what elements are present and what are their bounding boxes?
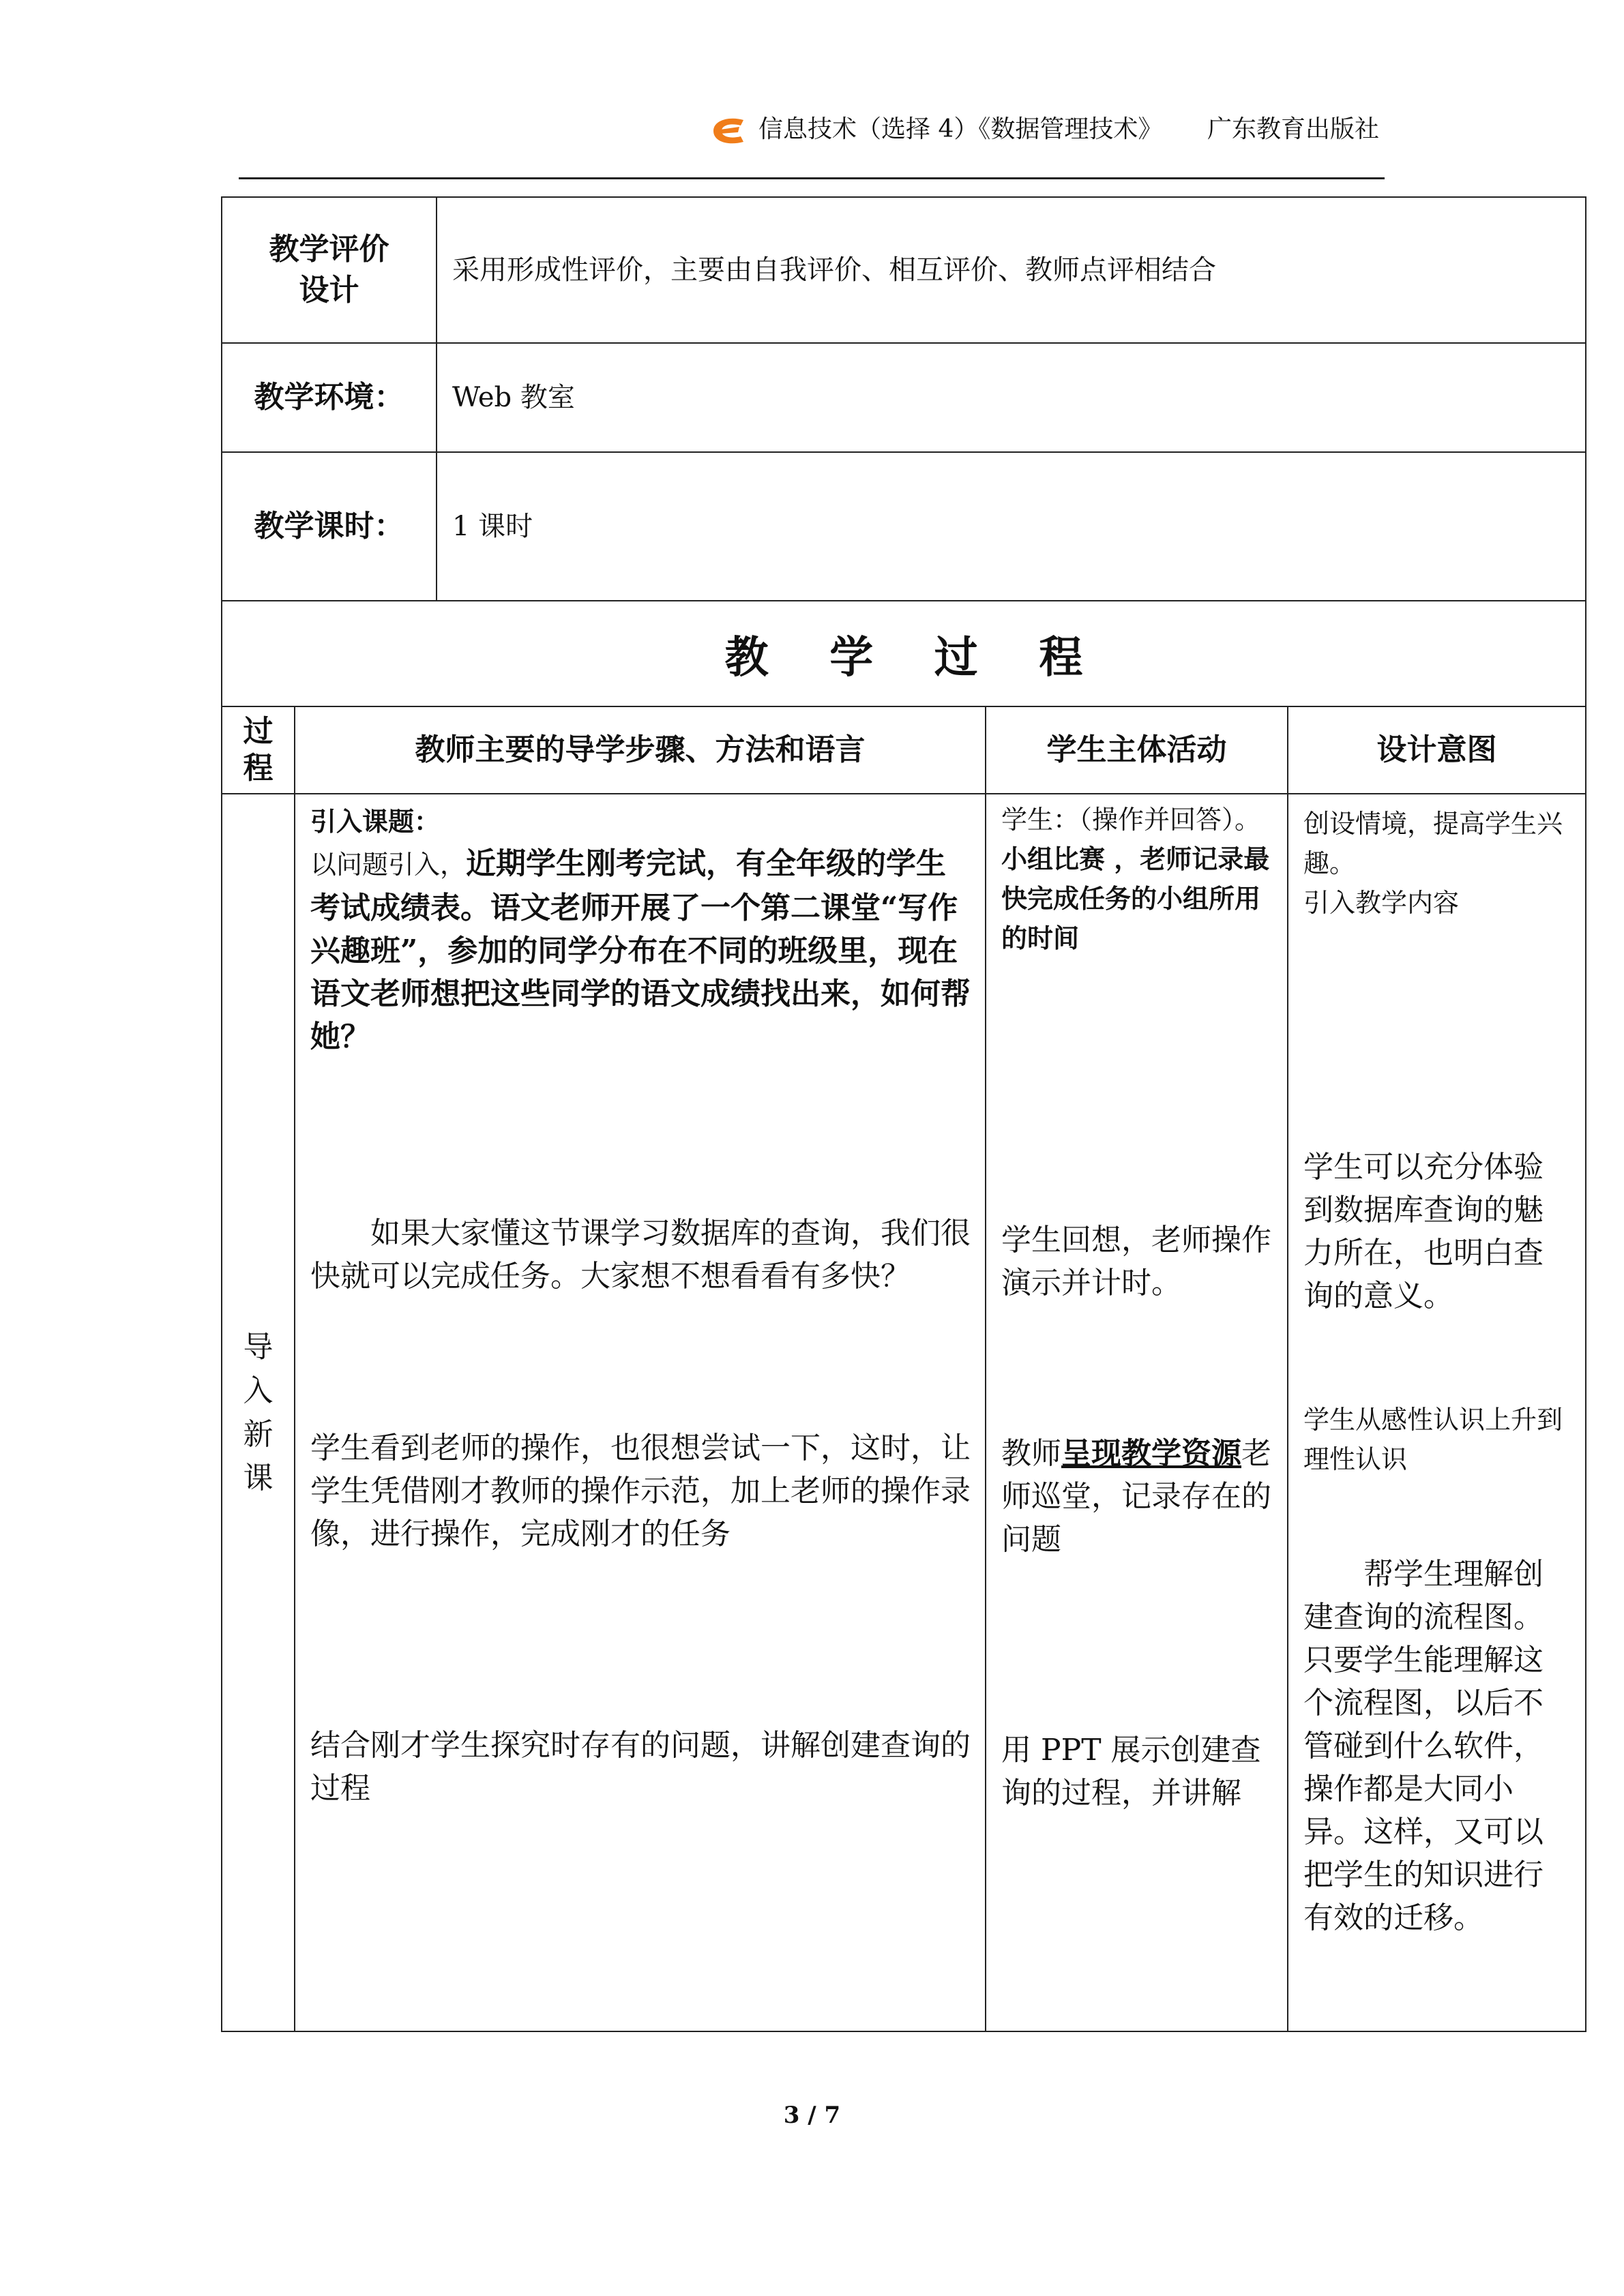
intent-1a: 创设情境，提高学生兴趣。 bbox=[1303, 809, 1563, 878]
teacher-step-1 bbox=[310, 801, 971, 1058]
teacher-steps-cell bbox=[295, 794, 986, 2031]
teacher-step-2: 如果大家懂这节课学习数据库的查询，我们很快就可以完成任务。大家想不想看看有多快？ bbox=[310, 1216, 971, 1294]
section-row bbox=[222, 601, 1586, 706]
info-label bbox=[222, 197, 437, 343]
page-header bbox=[239, 109, 1385, 184]
publisher-name: 广东教育出版社 bbox=[1207, 115, 1380, 143]
info-value: Web 教室 bbox=[437, 343, 1586, 452]
info-row-evaluation bbox=[222, 197, 1586, 343]
teacher-step-4: 结合刚才学生探究时存有的问题，讲解创建查询的过程 bbox=[310, 1728, 971, 1806]
step-1-lead: 以问题引入， bbox=[310, 850, 467, 880]
student-activity-3-prefix: 教师 bbox=[1001, 1436, 1061, 1471]
info-value: 1 课时 bbox=[437, 452, 1586, 601]
page-number: 3 / 7 bbox=[783, 2102, 841, 2129]
step-1-question: 近期学生刚考完试，有全年级的学生考试成绩表。语文老师开展了一个第二课堂“写作兴趣班”，参加的同学分布在不同的班级里，现在语文老师想把这些同学的语文成绩找出来，如何帮她？ bbox=[310, 846, 971, 1054]
process-row-intro bbox=[222, 794, 1586, 2031]
publisher-logo-icon bbox=[709, 113, 748, 146]
col-process-char-2: 程 bbox=[243, 751, 274, 786]
info-label: 教学课时： bbox=[222, 452, 437, 601]
intent-3: 学生从感性认识上升到理性认识 bbox=[1303, 1405, 1563, 1474]
col-intent-header: 设计意图 bbox=[1288, 706, 1586, 794]
student-activity-1-bold: 小组比赛 ，老师记录最快完成任务的小组所用的时间 bbox=[1001, 844, 1270, 953]
process-label bbox=[222, 794, 295, 2031]
process-char-1: 导 bbox=[243, 1329, 274, 1365]
teaching-resource-link[interactable]: 呈现教学资源 bbox=[1061, 1436, 1241, 1471]
eval-label-line-2: 设计 bbox=[299, 273, 359, 308]
intent-1b: 引入教学内容 bbox=[1303, 888, 1460, 918]
column-header-row bbox=[222, 706, 1586, 794]
student-activity-4: 用 PPT 展示创建查询的过程，并讲解 bbox=[1001, 1733, 1261, 1810]
intent-1 bbox=[1303, 804, 1571, 923]
info-label: 教学环境： bbox=[222, 343, 437, 452]
intent-2: 学生可以充分体验到数据库查询的魅力所在，也明白查询的意义。 bbox=[1303, 1150, 1544, 1313]
lesson-plan-table bbox=[221, 196, 1586, 2032]
student-activity-3-rest: 老师巡堂，记录存在的问题 bbox=[1001, 1436, 1271, 1557]
document-title: 信息技术（选择 4）《数据管理技术》 bbox=[758, 115, 1163, 143]
info-value: 采用形成性评价，主要由自我评价、相互评价、教师点评相结合 bbox=[437, 197, 1586, 343]
col-student-header: 学生主体活动 bbox=[986, 706, 1288, 794]
header-divider bbox=[239, 177, 1385, 179]
intent-4: 帮学生理解创建查询的流程图。只要学生能理解这个流程图，以后不管碰到什么软件，操作都是大同小异。这样，又可以把学生的知识进行有效的迁移。 bbox=[1303, 1557, 1544, 1935]
teacher-step-3: 学生看到老师的操作，也很想尝试一下，这时，让学生凭借刚才教师的操作示范，加上老师的操作录像，进行操作，完成刚才的任务 bbox=[310, 1431, 971, 1551]
col-process-header bbox=[222, 706, 295, 794]
student-activity-1 bbox=[1001, 800, 1273, 958]
process-char-4: 课 bbox=[243, 1460, 274, 1495]
student-activity-3 bbox=[1001, 1432, 1273, 1561]
col-teacher-header: 教师主要的导学步骤、方法和语言 bbox=[295, 706, 986, 794]
col-process-char-1: 过 bbox=[243, 714, 274, 749]
process-char-3: 新 bbox=[243, 1416, 274, 1452]
student-activity-1-plain: 学生：（操作并回答）。 bbox=[1001, 805, 1261, 835]
eval-label-line-1: 教学评价 bbox=[269, 232, 389, 267]
step-1-body bbox=[310, 842, 971, 1058]
section-title: 教学过程 bbox=[222, 601, 1586, 706]
student-activity-cell bbox=[986, 794, 1288, 2031]
student-activity-2: 学生回想，老师操作演示并计时。 bbox=[1001, 1223, 1271, 1300]
info-row-hours bbox=[222, 452, 1586, 601]
process-char-2: 入 bbox=[243, 1373, 274, 1408]
step-1-title: 引入课题： bbox=[310, 806, 441, 837]
design-intent-cell bbox=[1288, 794, 1586, 2031]
info-row-environment bbox=[222, 343, 1586, 452]
